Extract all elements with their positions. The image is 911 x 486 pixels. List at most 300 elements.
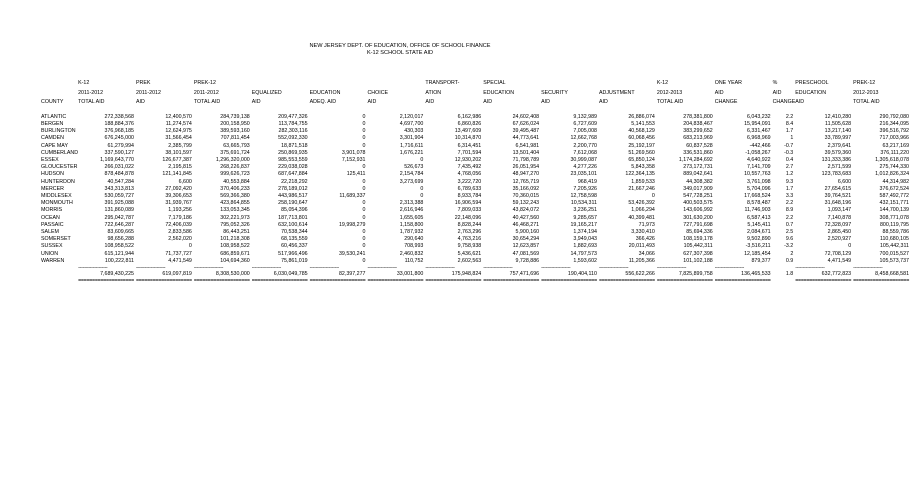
rule-line: -------------------- (367, 265, 397, 272)
table-cell: 707,811,454 (220, 135, 250, 142)
rule-line: -------------------- (714, 265, 744, 272)
table-cell: 188,884,376 (104, 120, 134, 127)
table-cell: 1.2 (785, 171, 794, 178)
table-cell: 39,306,653 (165, 193, 192, 200)
table-cell: 1,158,800 (399, 221, 424, 228)
table-cell: 5,145,411 (747, 221, 771, 228)
table-cell: 25,192,197 (628, 142, 655, 149)
table-cell: 216,344,095 (879, 120, 910, 127)
table-cell: 44,314,982 (882, 178, 910, 185)
table-cell: 9,285,657 (573, 214, 597, 221)
header-county (41, 79, 78, 89)
table-cell: 1,174,284,692 (678, 157, 713, 163)
table-cell: 7,809,033 (457, 207, 482, 214)
table-cell: 1,066,294 (631, 207, 655, 214)
table-cell: 71,737,727 (165, 250, 192, 257)
table-cell: 72,406,039 (165, 221, 192, 228)
table-cell: 2,833,586 (168, 229, 192, 236)
county-name: OCEAN (41, 214, 60, 221)
header-county: COUNTY (41, 99, 64, 106)
county-name: BERGEN (41, 120, 64, 127)
table-cell: 383,299,652 (683, 128, 713, 135)
table-cell: 1,093,147 (827, 207, 852, 214)
table-cell: 569,366,380 (220, 193, 250, 200)
column-header: 2012-2013 (853, 89, 879, 96)
table-cell: 6,331,467 (747, 128, 771, 135)
table-cell: 70,538,344 (281, 229, 308, 236)
rule-line: -------------------- (656, 265, 687, 272)
table-cell: 39,530,241 (338, 250, 366, 257)
rule-line: -------------------- (541, 265, 571, 272)
table-cell: 290,640 (404, 236, 424, 243)
table-cell: 71,973 (638, 221, 655, 228)
table-cell: 517,966,496 (278, 250, 308, 257)
table-cell: 2,200,770 (573, 142, 597, 149)
table-cell: 396,516,792 (879, 128, 910, 135)
table-cell: 33,789,997 (824, 135, 852, 142)
table-cell: 423,864,855 (220, 200, 250, 207)
table-cell: 9,502,890 (747, 236, 771, 243)
table-row (41, 171, 911, 178)
table-cell: 144,700,139 (879, 207, 910, 214)
double-rule-line: ==================== (795, 278, 852, 285)
table-row (41, 251, 911, 258)
table-cell: 10,557,763 (744, 171, 771, 178)
table-cell: 343,313,813 (104, 185, 134, 192)
table-cell: 9.6 (785, 236, 794, 243)
table-cell: 0 (362, 236, 366, 243)
table-cell: 26,051,954 (512, 164, 540, 171)
table-cell: 31,566,454 (165, 135, 192, 142)
table-cell: 1,787,932 (399, 229, 424, 236)
double-rule-line: ==================== (193, 278, 250, 285)
table-cell: 24,602,408 (512, 113, 540, 120)
table-cell: 31,648,196 (824, 200, 852, 207)
column-header: SECURITY (541, 89, 568, 96)
double-rule-line: ==================== (598, 278, 655, 285)
column-header: CHANGE (772, 99, 796, 106)
table-cell: 376,111,220 (880, 149, 910, 156)
table-cell: 687,647,884 (278, 171, 308, 178)
table-cell: 12,400,570 (165, 113, 192, 120)
table-cell: 376,672,524 (879, 185, 910, 192)
table-cell: 9,132,989 (573, 113, 597, 120)
title-line-1: NEW JERSEY DEPT. OF EDUCATION, OFFICE OF SCHOOL FINANCE (309, 43, 491, 49)
column-header: PREK (135, 80, 151, 86)
table-cell: 4,763,216 (457, 236, 482, 243)
table-cell: 430,303 (404, 128, 424, 135)
table-cell: 101,218,308 (220, 236, 250, 243)
table-cell: 2,154,784 (399, 171, 424, 178)
county-name: SALEM (41, 229, 59, 236)
total-cell: 632,772,823 (821, 271, 852, 278)
table-cell: 2,602,563 (457, 257, 482, 264)
table-cell: 9,758,938 (457, 243, 482, 250)
double-rule-line: ==================== (135, 278, 192, 285)
table-cell: 43,824,072 (512, 207, 540, 214)
table-cell: 6,789,633 (457, 185, 482, 192)
table-cell: 1,655,605 (399, 214, 424, 221)
table-cell: 121,141,845 (162, 171, 192, 178)
table-cell: 143,606,992 (683, 207, 713, 214)
table-cell: 12,662,768 (570, 135, 597, 142)
total-cell: 556,622,266 (625, 271, 655, 278)
total-cell: 7,689,430,225 (100, 271, 134, 278)
column-header: AID (714, 89, 724, 96)
table-cell: 6,587,413 (747, 214, 771, 221)
column-header (252, 79, 310, 89)
table-cell: 389,593,160 (220, 128, 250, 135)
table-cell: 627,307,398 (683, 250, 713, 257)
table-cell: -0.3 (784, 149, 794, 156)
table-cell: 0 (362, 207, 366, 214)
table-cell: 0 (420, 157, 424, 163)
table-cell: 7,179,186 (168, 214, 192, 221)
table-cell: 547,728,251 (683, 193, 713, 200)
table-cell: 11,746,903 (744, 207, 771, 214)
table-cell: 105,573,737 (879, 257, 910, 264)
table-cell: 5,900,160 (515, 229, 540, 236)
table-cell: 10,314,870 (454, 135, 482, 142)
double-rule-line: ==================== (541, 278, 597, 285)
county-name: CUMBERLAND (41, 149, 79, 156)
column-header: 2012-2013 (656, 89, 683, 96)
table-cell: 4,640,922 (747, 157, 771, 163)
table-cell: 2,763,296 (457, 229, 482, 236)
table-cell: 282,303,116 (278, 128, 308, 135)
table-cell: 11,505,628 (825, 120, 852, 127)
table-cell: 108,958,522 (220, 243, 250, 250)
table-cell: 2.5 (785, 229, 794, 236)
table-cell: 443,986,517 (278, 193, 308, 200)
total-cell: 33,001,800 (396, 271, 424, 278)
table-cell: 275,744,330 (879, 164, 910, 171)
table-cell: 284,739,138 (220, 113, 250, 120)
column-header: AID (598, 99, 608, 106)
table-cell: 27,092,420 (165, 185, 192, 192)
rule-line: -------------------- (853, 265, 883, 272)
county-name: SOMERSET (41, 236, 71, 243)
table-cell: 0 (848, 243, 852, 250)
table-row (41, 215, 911, 222)
table-cell: 31,939,767 (165, 200, 192, 207)
double-rule-line: ==================== (853, 278, 910, 285)
table-cell: 8,933,784 (457, 193, 482, 200)
table-cell: 51,269,560 (628, 149, 655, 156)
table-cell: 272,338,568 (104, 113, 134, 120)
rule-line: -------------------- (78, 265, 108, 272)
table-cell: 35,166,092 (512, 185, 540, 192)
table-cell: 9,728,886 (515, 257, 540, 264)
county-name: ATLANTIC (41, 113, 67, 120)
total-cell: 190,404,110 (567, 271, 597, 278)
table-cell: 13,501,404 (512, 149, 540, 156)
table-cell: 302,221,973 (220, 214, 250, 221)
table-cell: 700,015,527 (879, 250, 910, 257)
table-cell: 0 (420, 193, 424, 200)
table-cell: 0 (362, 257, 366, 264)
table-cell: 5,704,096 (747, 185, 771, 192)
table-cell: 104,694,360 (220, 257, 250, 264)
table-cell: 0 (362, 178, 366, 185)
table-cell: 6,314,451 (457, 142, 482, 149)
table-cell: 83,609,665 (107, 229, 134, 236)
table-cell: 968,419 (577, 178, 597, 185)
table-cell: 3.3 (785, 193, 794, 200)
double-rule-line: ==================== (309, 278, 366, 285)
table-cell: 686,859,671 (220, 250, 250, 257)
table-cell: 2,616,946 (399, 207, 424, 214)
table-cell: 40,547,284 (107, 178, 134, 185)
table-cell: 6,043,232 (747, 113, 771, 120)
table-cell: 349,017,909 (683, 185, 713, 192)
table-cell: 391,925,088 (104, 200, 134, 207)
table-cell: 14,797,573 (570, 250, 597, 257)
table-cell: 290,792,080 (879, 113, 910, 120)
table-cell: 209,477,326 (278, 113, 308, 120)
table-cell: 12,185,454 (744, 250, 771, 257)
county-name: WARREN (41, 257, 65, 264)
table-cell: 4,768,056 (457, 171, 482, 178)
table-cell: 0.7 (785, 221, 794, 228)
double-rule-line: ==================== (251, 278, 308, 285)
table-cell: 1,305,618,078 (875, 157, 910, 163)
table-row (41, 207, 911, 214)
table-cell: 3,330,410 (631, 229, 655, 236)
county-name: MERCER (41, 185, 64, 192)
table-cell: -3,516,211 (745, 243, 771, 250)
table-cell: 9.3 (785, 178, 794, 185)
header-row (41, 79, 911, 89)
table-cell: 123,783,683 (821, 171, 852, 178)
table-cell: 11,274,574 (165, 120, 192, 127)
column-header: % (772, 80, 778, 86)
table-cell: 72,328,097 (824, 221, 852, 228)
table-cell: 71,798,789 (512, 157, 540, 163)
table-cell: 999,626,723 (220, 171, 250, 178)
table-cell: 26,886,074 (628, 113, 655, 120)
table-cell: 4,277,226 (573, 164, 597, 171)
column-header: EDUCATION (483, 89, 515, 96)
table-cell: 3,761,098 (747, 178, 771, 185)
table-cell: 12,930,202 (454, 157, 482, 163)
table-cell: 2,571,599 (827, 164, 852, 171)
table-cell: 1 (790, 135, 794, 142)
total-cell: 757,471,696 (509, 271, 540, 278)
column-header: 2011-2012 (135, 89, 161, 96)
table-cell: 370,406,233 (220, 185, 250, 192)
double-rule-line: ==================== (483, 278, 540, 285)
column-header: ATION (425, 89, 442, 96)
table-cell: 17,668,524 (744, 193, 771, 200)
table-cell: 2.7 (785, 164, 794, 171)
table-cell: 2.2 (785, 113, 794, 120)
table-cell: 105,442,311 (683, 243, 713, 250)
table-cell: 6,600 (178, 178, 192, 185)
table-cell: 40,553,884 (223, 178, 250, 185)
table-cell: 7,005,008 (573, 128, 597, 135)
table-cell: 19,165,217 (570, 221, 597, 228)
table-cell: 889,042,641 (683, 171, 713, 178)
table-cell: 795,052,326 (220, 221, 250, 228)
table-cell: 23,035,101 (570, 171, 597, 178)
table-cell: 6,727,609 (573, 120, 597, 127)
table-cell: 39,495,487 (512, 128, 540, 135)
table-cell: 0 (362, 185, 366, 192)
column-header: EDUCATION (309, 89, 341, 96)
column-header: TRANSPORT- (425, 80, 460, 86)
table-cell: 5,843,358 (631, 164, 655, 171)
table-row (41, 200, 911, 207)
column-header: ONE YEAR (714, 80, 742, 86)
table-cell: 0 (420, 185, 424, 192)
table-row (41, 164, 911, 171)
table-cell: 1,716,611 (400, 142, 424, 149)
table-cell: 34,066 (638, 250, 655, 257)
table-cell: 10,534,311 (570, 200, 597, 207)
table-row (41, 135, 911, 142)
table-cell: 336,531,860 (683, 149, 713, 156)
table-cell: 683,213,969 (683, 135, 713, 142)
double-rule-line: ==================== (656, 278, 713, 285)
table-cell: 676,245,000 (104, 135, 134, 142)
table-cell: 75,861,019 (281, 257, 308, 264)
table-cell: 133,053,345 (220, 207, 250, 214)
column-header: AID (483, 99, 493, 106)
table-row (41, 114, 911, 121)
table-cell: 12,765,719 (512, 178, 540, 185)
report-title (0, 43, 800, 58)
table-cell: 878,484,878 (104, 171, 134, 178)
table-cell: 0 (362, 142, 366, 149)
table-cell: 879,377 (751, 257, 771, 264)
table-cell: 2.2 (785, 214, 794, 221)
column-header: TOTAL AID (656, 99, 684, 106)
table-cell: 13,217,140 (824, 128, 852, 135)
table-cell: 122,364,135 (625, 171, 655, 178)
table-cell: 6,541,981 (515, 142, 540, 149)
table-cell: 19,998,279 (338, 221, 366, 228)
table-cell: 4,471,549 (827, 257, 852, 264)
rule-line: -------------------- (598, 265, 629, 272)
county-name: CAMDEN (41, 135, 64, 142)
table-cell: 0 (362, 229, 366, 236)
table-cell: 2,865,450 (827, 229, 852, 236)
table-cell: 18,871,518 (281, 142, 308, 149)
county-name: CAPE MAY (41, 142, 68, 149)
table-cell: 432,151,771 (879, 200, 910, 207)
table-cell: 187,713,801 (278, 214, 308, 221)
table-cell: 7,612,068 (573, 149, 597, 156)
table-cell: 0 (188, 243, 192, 250)
column-header: AID (772, 89, 782, 96)
table-cell: 400,503,575 (683, 200, 713, 207)
table-cell: 375,691,724 (220, 149, 250, 156)
county-name: MIDDLESEX (41, 193, 72, 200)
table-cell: 526,673 (404, 164, 424, 171)
table-cell: 12,758,598 (570, 193, 597, 200)
table-cell: -3.2 (784, 243, 794, 250)
table-row (41, 179, 911, 186)
table-cell: 1,374,194 (573, 229, 597, 236)
column-header: CHANGE (714, 99, 738, 106)
table-row (41, 229, 911, 236)
table-cell: 47,081,569 (512, 250, 540, 257)
table-cell: 6,968,969 (747, 135, 771, 142)
column-header: AID (795, 99, 805, 106)
table-cell: 3,901,078 (341, 149, 366, 156)
table-cell: 0 (362, 135, 366, 142)
table-cell: 1,676,221 (399, 149, 424, 156)
table-cell: 2,120,017 (399, 113, 424, 120)
table-cell: 12,623,857 (512, 243, 540, 250)
table-cell: 68,135,559 (281, 236, 308, 243)
table-cell: 7,141,709 (747, 164, 771, 171)
table-cell: 4,697,700 (399, 120, 424, 127)
table-cell: 20,011,493 (628, 243, 655, 250)
table-cell: 3,222,720 (457, 178, 482, 185)
table-cell: 70,360,015 (512, 193, 540, 200)
table-row (41, 258, 911, 265)
table-cell: 0 (362, 164, 366, 171)
double-rule-line: ==================== (714, 278, 771, 285)
table-cell: 200,158,950 (220, 120, 250, 127)
table-cell: 2,313,388 (399, 200, 424, 207)
column-header: K-12 (656, 80, 669, 86)
table-cell: 0 (362, 200, 366, 207)
table-cell: 1,593,602 (573, 257, 597, 264)
table-cell: 308,771,078 (879, 214, 910, 221)
table-cell: 30,654,294 (512, 236, 540, 243)
table-cell: 0 (362, 120, 366, 127)
table-cell: 8.9 (785, 207, 794, 214)
table-cell: 30,999,087 (570, 157, 597, 163)
table-cell: 65,850,124 (628, 157, 655, 163)
table-cell: 337,590,127 (104, 149, 134, 156)
header-row (41, 89, 911, 99)
total-cell: 7,825,899,758 (678, 271, 713, 278)
total-cell: 175,948,824 (451, 271, 482, 278)
column-header: AID (425, 99, 435, 106)
table-cell: 88,559,786 (882, 229, 910, 236)
table-cell: 21,667,246 (628, 185, 655, 192)
table-cell: 273,172,731 (683, 164, 713, 171)
table-cell: 126,677,387 (162, 157, 192, 163)
table-row (41, 128, 911, 135)
table-cell: 2,562,020 (168, 236, 192, 243)
double-rule-line: ==================== (425, 278, 482, 285)
table-cell: -0.7 (784, 142, 794, 149)
table-cell: 6,162,986 (457, 113, 482, 120)
table-cell: 0.4 (785, 157, 794, 163)
table-cell: 22,218,292 (281, 178, 308, 185)
column-header: TOTAL AID (853, 99, 880, 106)
table-cell: 15,954,091 (744, 120, 771, 127)
table-cell: 229,038,028 (278, 164, 308, 171)
table-cell: 7,701,594 (457, 149, 482, 156)
column-header: ADEQ. AID (309, 99, 337, 106)
school-aid-table (41, 79, 911, 284)
table-cell: 44,308,382 (686, 178, 713, 185)
header-row (41, 98, 911, 108)
table-cell: 67,626,024 (512, 120, 540, 127)
table-cell: -442,466 (749, 142, 771, 149)
table-cell: 59,132,243 (512, 200, 540, 207)
table-cell: 40,568,129 (628, 128, 655, 135)
column-header (367, 79, 425, 89)
table-cell: 3,273,699 (399, 178, 424, 185)
table-cell: 250,869,935 (278, 149, 308, 156)
